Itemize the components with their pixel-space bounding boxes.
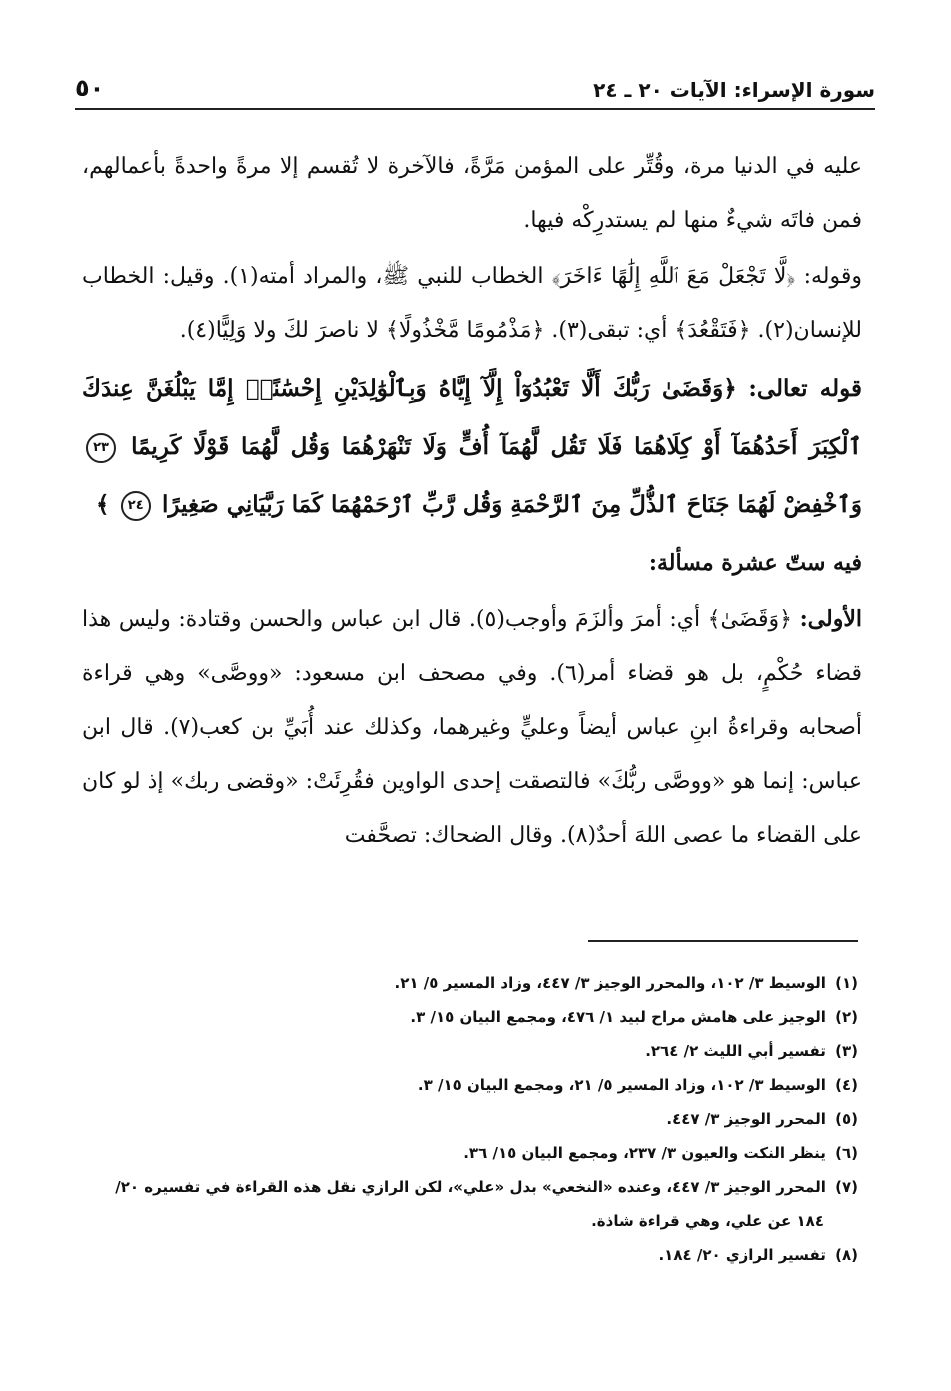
footnote-5 (82, 1102, 862, 1136)
footnote-3 (82, 1034, 862, 1068)
footnote-text: الوسيط ٣/ ١٠٢، وزاد المسير ٥/ ٢١، ومجمع البيان ١٥/ ٣. (417, 1076, 826, 1094)
footnote-2 (82, 1000, 862, 1034)
footnote-6 (82, 1136, 862, 1170)
footnote-8 (82, 1238, 862, 1272)
quran-lead-label: قوله تعالى: (748, 375, 862, 402)
footnote-4 (82, 1068, 862, 1102)
footnote-text: المحرر الوجيز ٣/ ٤٤٧، وعنده «النخعي» بدل «علي»، لكن الرازي نقل هذه القراءة في تفسيره ٢٠/ (115, 1178, 826, 1196)
footnote-number: (٧) (835, 1178, 858, 1196)
paragraph-2: وقوله: ﴿لَّا تَجْعَلْ مَعَ ٱللَّهِ إِلَٰهًا ءَاخَرَ﴾ الخطاب للنبي ﷺ، والمراد أمته(١). وقيل: الخطاب للإنسان(٢). ﴿فَتَقْعُدَ﴾ أي: تبقى(٣). ﴿مَذْمُومًا مَّخْذُولًا﴾ لا ناصرَ لكَ ولا وَلِيًّا(٤). (82, 264, 862, 343)
issue-1-text: ﴿وَقَضَىٰ﴾ أي: أمرَ وألزَمَ وأوجب(٥). قال ابن عباس والحسن وقتادة: وليس هذا قضاء حُكْمٍ، بل هو قضاء أمر(٦). وفي مصحف ابن مسعود: «ووصَّى» وهي قراءة أصحابه وقراءةُ ابنِ عباس أيضاً وعليٍّ وغيرهما، وكذلك عند أُبَيِّ بن كعب(٧). قال ابن عباس: إنما هو «ووصَّى ربُّكَ» فالتصقت إحدى الواوين فقُرِئَتْ: «وقضى ربك» إذ لو كان على القضاء ما عصى اللهَ أحدٌ(٨). وقال الضحاك: تصحَّفت (82, 607, 862, 848)
running-title: سورة الإسراء: الآيات ٢٠ ـ ٢٤ (593, 78, 875, 102)
ayah-number-23-marker: ٢٣ (86, 433, 116, 463)
footnote-separator (588, 940, 858, 942)
issue-1-paragraph (82, 592, 862, 863)
footnote-number: (٢) (835, 1008, 858, 1026)
footnote-number: (٤) (835, 1076, 858, 1094)
footnote-1 (82, 966, 862, 1000)
footnote-number: (٣) (835, 1042, 858, 1060)
footnote-7 (82, 1170, 862, 1238)
quran-close-bracket: ﴾ (95, 491, 110, 518)
issue-1-label: الأولى: (799, 606, 863, 632)
footnote-text: ينظر النكت والعيون ٣/ ٢٣٧، ومجمع البيان ١٥/ ٣٦. (463, 1144, 826, 1162)
footnote-text: تفسير أبي الليث ٢/ ٢٦٤. (645, 1042, 826, 1060)
footnotes (82, 966, 862, 1272)
footnote-number: (٨) (835, 1246, 858, 1264)
footnote-text: الوجيز على هامش مراح لبيد ١/ ٤٧٦، ومجمع البيان ١٥/ ٣. (410, 1008, 826, 1026)
section-heading: فيه ستّ عشرة مسألة: (648, 550, 862, 576)
main-text (82, 140, 862, 863)
footnote-continuation: ١٨٤ عن علي، وهي قراءة شاذة. (591, 1212, 824, 1230)
footnote-text: المحرر الوجيز ٣/ ٤٤٧. (666, 1110, 826, 1128)
paragraph-1 (82, 140, 862, 248)
quran-verse-block (82, 360, 862, 534)
footnote-number: (٥) (835, 1110, 858, 1128)
footnote-number: (٦) (835, 1144, 858, 1162)
paragraph-1-line-1: عليه في الدنيا مرة، وقُتِّر على المؤمن مَرَّةً، فالآخرة لا تُقسم إلا مرةً واحدةً (174, 154, 862, 179)
paragraph-1-line-2: بأعمالهم، فمن فاتَه شيءٌ منها لم يستدرِكْه فيها. (82, 154, 862, 233)
quran-verse-24: وَٱخْفِضْ لَهُمَا جَنَاحَ ٱلذُّلِّ مِنَ ٱلرَّحْمَةِ وَقُل رَّبِّ ٱرْحَمْهُمَا كَمَا رَبَّيَانِي صَغِيرًا (162, 491, 862, 518)
quran-verse-23: ﴿وَقَضَىٰ رَبُّكَ أَلَّا تَعْبُدُوٓاْ إِلَّآ إِيَّاهُ وَبِٱلْوَٰلِدَيْنِ إِحْسَٰنًاۚ إِمَّا يَبْلُغَنَّ عِندَكَ ٱلْكِبَرَ أَحَدُهُمَآ أَوْ كِلَاهُمَا فَلَا تَقُل لَّهُمَآ أُفٍّ وَلَا تَنْهَرْهُمَا وَقُل لَّهُمَا قَوْلًا كَرِيمًا (82, 375, 863, 460)
page-number: ٥٠ (75, 74, 105, 102)
footnote-text: تفسير الرازي ٢٠/ ١٨٤. (658, 1246, 826, 1264)
page-header (75, 68, 875, 110)
ayah-number-24-marker: ٢٤ (121, 491, 151, 521)
footnote-text: الوسيط ٣/ ١٠٢، والمحرر الوجيز ٣/ ٤٤٧، وزاد المسير ٥/ ٢١. (394, 974, 826, 992)
footnote-number: (١) (835, 974, 858, 992)
